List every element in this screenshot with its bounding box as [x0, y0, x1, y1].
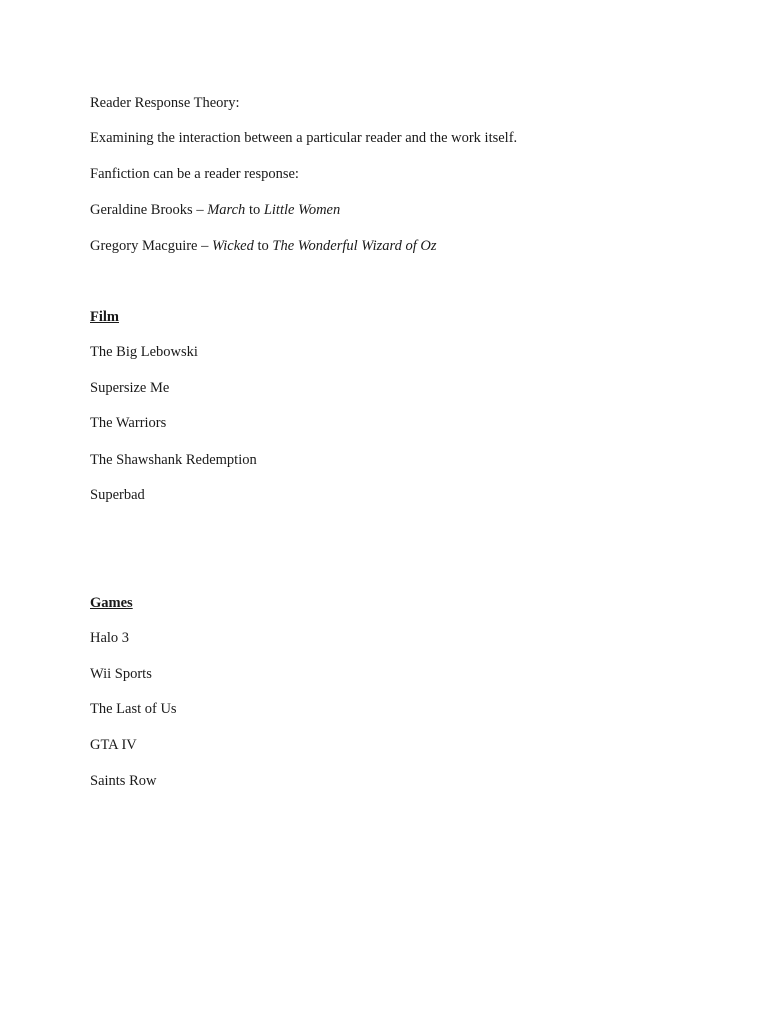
- example-connector: to: [253, 238, 273, 254]
- example-work: March: [207, 202, 246, 218]
- film-item: Superbad: [90, 487, 145, 503]
- game-item: The Last of Us: [90, 701, 177, 717]
- example-author: Gregory Macguire: [90, 238, 198, 254]
- game-item: GTA IV: [90, 737, 137, 753]
- example-work: Wicked: [212, 238, 254, 254]
- film-item: Supersize Me: [90, 380, 170, 396]
- example-line: [90, 237, 437, 255]
- game-item: Halo 3: [90, 630, 130, 646]
- game-item: Saints Row: [90, 773, 157, 789]
- film-item: The Shawshank Redemption: [90, 452, 257, 468]
- example-dash: –: [197, 238, 212, 254]
- intro-definition: Examining the interaction between a particular reader and the work itself.: [90, 130, 518, 146]
- intro-title: Reader Response Theory:: [90, 95, 240, 111]
- film-heading: Film: [90, 309, 119, 325]
- example-line: [90, 201, 340, 219]
- example-author: Geraldine Brooks: [90, 202, 193, 218]
- example-connector: to: [245, 202, 264, 218]
- film-item: The Warriors: [90, 415, 167, 431]
- example-dash: –: [192, 202, 208, 218]
- games-heading: Games: [90, 595, 133, 611]
- fanfiction-note: Fanfiction can be a reader response:: [90, 166, 299, 182]
- game-item: Wii Sports: [90, 666, 152, 682]
- film-item: The Big Lebowski: [90, 344, 198, 360]
- example-source: The Wonderful Wizard of Oz: [272, 238, 437, 254]
- example-source: Little Women: [263, 202, 341, 218]
